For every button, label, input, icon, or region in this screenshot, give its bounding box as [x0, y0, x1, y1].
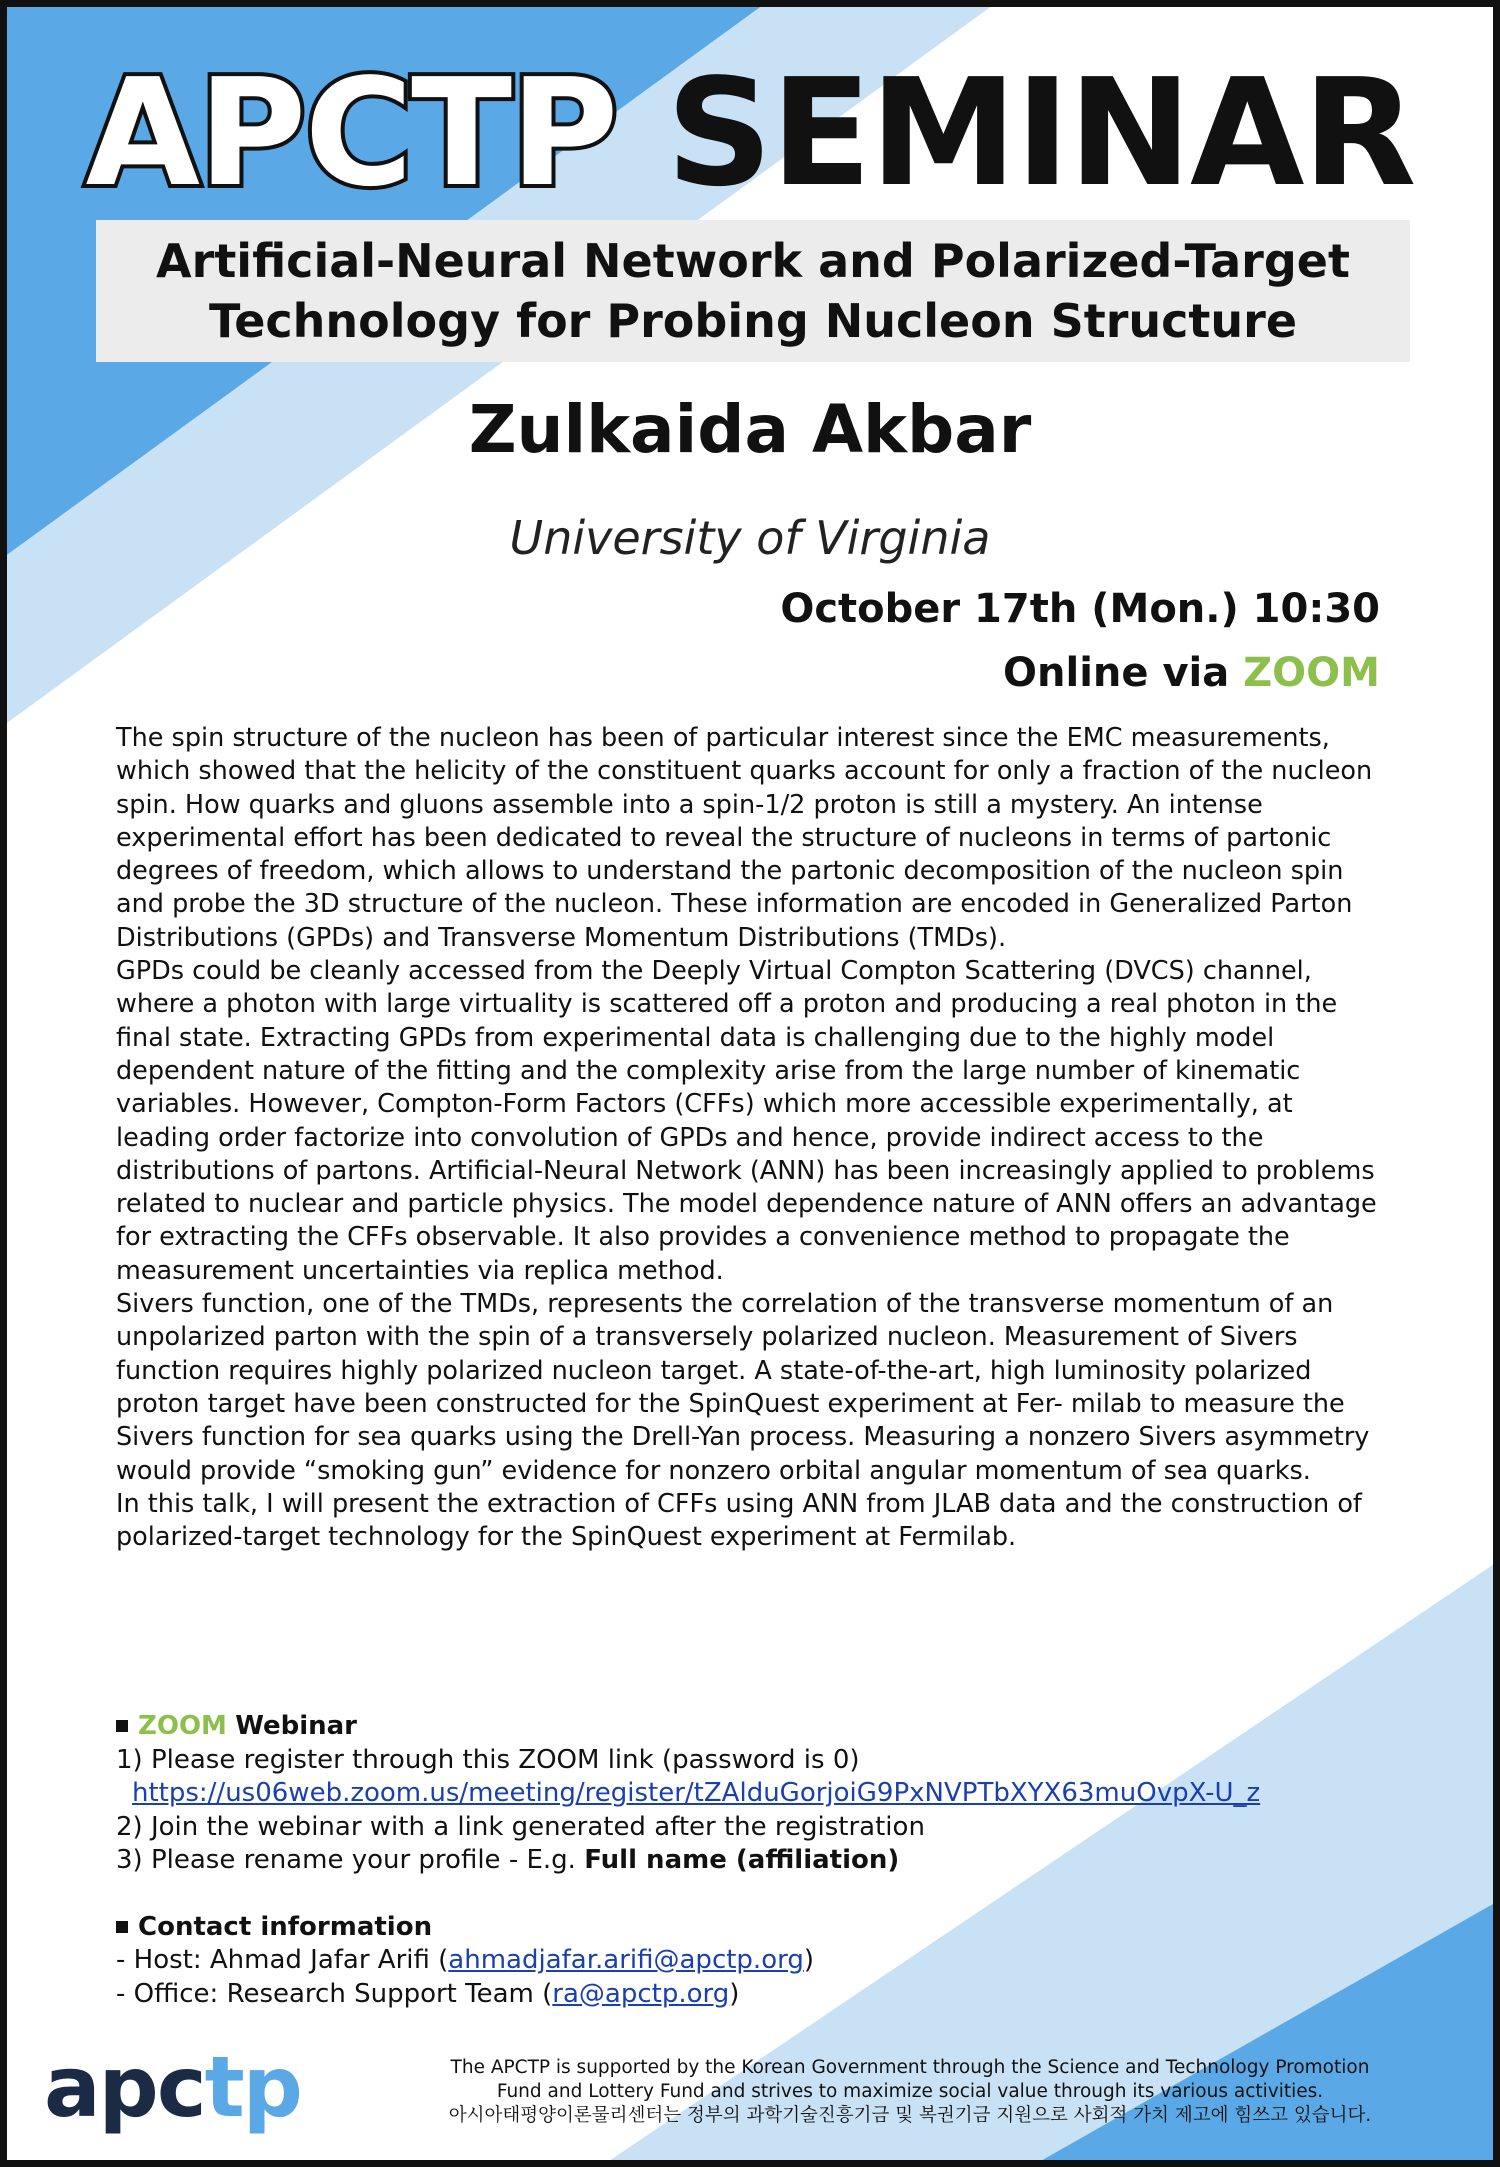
- title-apctp: APCTP: [85, 47, 617, 219]
- bullet-square-icon: [116, 1720, 128, 1732]
- webinar-step-1: 1) Please register through this ZOOM link (password is 0): [116, 1744, 860, 1775]
- footer-line-2: Fund and Lottery Fund and strives to maximize social value through its various activities.: [496, 2081, 1324, 2102]
- webinar-step-3-example: Full name (affiliation): [584, 1845, 900, 1875]
- webinar-heading-text: Webinar: [235, 1711, 357, 1741]
- venue-prefix: Online via: [1003, 650, 1230, 696]
- zoom-registration-link[interactable]: https://us06web.zoom.us/meeting/register/tZAlduGorjoiG9PxNVPTbXYX63muOvpX-U_z: [132, 1778, 1261, 1808]
- footer-line-3: 아시아태평양이론물리센터는 정부의 과학기술진흥기금 및 복권기금 지원으로 사회적 가치 제고에 힘쓰고 있습니다.: [448, 2105, 1372, 2126]
- contact-office-suffix: ): [729, 1978, 740, 2009]
- abstract-paragraph: GPDs could be cleanly accessed from the Deeply Virtual Compton Scattering (DVCS) channel, where a photon with large virtuality is scattered off a proton and producing a real photon in the final state. Extracting GPDs from experimental data is challenging due to the highly model dependent nature of the fitting and the complexity arise from the large number of kinematic variables. However, Compton-Form Factors (CFFs) which more accessible experimentally, at leading order factorize into convolution of GPDs and hence, provide indirect access to the distributions of partons. Artificial-Neural Network (ANN) has been increasingly applied to problems related to nuclear and particle physics. The model dependence nature of ANN offers an advantage for extracting the CFFs observable. It also provides a convenience method to propagate the measurement uncertainties via replica method.: [116, 956, 1377, 1286]
- abstract: [116, 722, 1388, 1554]
- contact-office: [116, 1978, 1416, 2012]
- apctp-logo: [44, 2038, 301, 2136]
- webinar-step-2: 2) Join the webinar with a link generated after the registration: [116, 1811, 925, 1842]
- logo-text-tp: tp: [204, 2038, 301, 2136]
- talk-datetime: October 17th (Mon.) 10:30: [780, 586, 1380, 632]
- abstract-paragraph: The spin structure of the nucleon has been of particular interest since the EMC measurements, which showed that the helicity of the constituent quarks account for only a fraction of the nucleon spin. How quarks and gluons assemble into a spin-1/2 proton is still a mystery. An intense experimental effort has been dedicated to reveal the structure of nucleons in terms of partonic degrees of freedom, which allows to understand the partonic decomposition of the nucleon spin and probe the 3D structure of the nucleon. These information are encoded in Generalized Parton Distributions (GPDs) and Transverse Momentum Distributions (TMDs).: [116, 723, 1373, 953]
- abstract-paragraph: Sivers function, one of the TMDs, represents the correlation of the transverse momentum of an unpolarized parton with the spin of a transversely polarized nucleon. Measurement of Sivers function requires highly polarized nucleon target. A state-of-the-art, high luminosity polarized proton target have been constructed for the SpinQuest experiment at Fer- milab to measure the Sivers function for sea quarks using the Drell-Yan process. Measuring a nonzero Sivers asymmetry would provide “smoking gun” evidence for nonzero orbital angular momentum of sea quarks.: [116, 1289, 1370, 1486]
- webinar-heading-zoom: ZOOM: [138, 1711, 227, 1741]
- talk-title-line2: Technology for Probing Nucleon Structure: [208, 294, 1298, 348]
- contact-host-label: - Host: Ahmad Jafar Arifi (: [116, 1945, 449, 1975]
- host-email-link[interactable]: ahmadjafar.arifi@apctp.org: [448, 1945, 804, 1975]
- contact-office-label: - Office: Research Support Team (: [116, 1978, 553, 2009]
- footer-line-1: The APCTP is supported by the Korean Government through the Science and Technology Promotion: [450, 2057, 1370, 2078]
- speaker-affiliation: University of Virginia: [509, 511, 991, 565]
- contact-heading-text: Contact information: [138, 1911, 433, 1942]
- logo-text-apc: apc: [44, 2038, 205, 2136]
- venue-platform: ZOOM: [1243, 650, 1380, 696]
- contact-heading: [116, 1911, 1416, 1945]
- webinar-and-contact-info: [116, 1710, 1416, 2011]
- funding-footer: [330, 2056, 1490, 2128]
- contact-host-suffix: ): [803, 1945, 814, 1975]
- talk-title-line1: Artificial-Neural Network and Polarized-Target: [156, 234, 1350, 288]
- contact-host: [116, 1944, 1416, 1978]
- webinar-step-3-text: 3) Please rename your profile - E.g.: [116, 1845, 576, 1875]
- webinar-heading: [116, 1710, 1416, 1744]
- title-seminar: SEMINAR: [666, 47, 1415, 219]
- talk-venue: [1003, 646, 1380, 700]
- abstract-paragraph: In this talk, I will present the extraction of CFFs using ANN from JLAB data and the construction of polarized-target technology for the SpinQuest experiment at Fermilab.: [116, 1488, 1362, 1553]
- talk-title-box: [96, 220, 1410, 362]
- bullet-square-icon: [116, 1921, 128, 1933]
- speaker-name: Zulkaida Akbar: [468, 391, 1032, 468]
- webinar-step-3: [116, 1844, 1416, 1878]
- office-email-link[interactable]: ra@apctp.org: [552, 1978, 730, 2009]
- seminar-title: [0, 48, 1500, 218]
